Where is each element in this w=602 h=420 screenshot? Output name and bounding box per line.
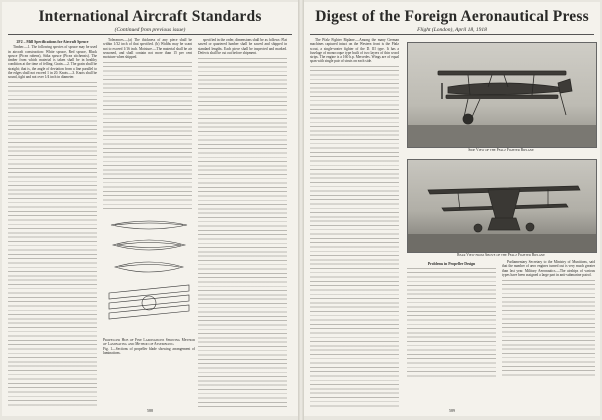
left-page-subtitle: (Continued from previous issue)	[114, 27, 186, 33]
fuselage	[488, 189, 520, 220]
left-col2-text: Tolerances.—(a) The thickness of any piece shall be within 1/32 inch of that specified. (b) Widths may be scant not to exceed 1/16 inch. Moisture.—The material shall be air seasoned, and shall contain not more than 15 per cent moisture when shipped.	[103, 38, 192, 60]
left-page-number: 588	[147, 408, 153, 413]
tail-fin	[558, 79, 572, 93]
right-page-number: 589	[449, 408, 455, 413]
title-rule	[310, 34, 594, 35]
wheel	[474, 224, 482, 232]
pfalz-rear-view-photo	[407, 159, 597, 253]
fuselage	[448, 83, 564, 95]
hub-bore	[142, 296, 156, 310]
landing-gear-strut	[472, 99, 480, 117]
lamination-line	[117, 245, 181, 248]
wheel	[463, 114, 473, 124]
hub-lamination	[109, 305, 189, 319]
title-rule	[8, 34, 292, 35]
photo2-caption: Rear View from Above of the Pfalz Fighter Biplane	[457, 253, 545, 257]
right-column-2	[407, 260, 496, 378]
section-heading: Problems in Propeller Design	[427, 261, 476, 266]
figure-caption	[103, 338, 195, 355]
hub-lamination	[109, 285, 189, 299]
lamination-line	[119, 265, 179, 268]
left-column-1	[8, 38, 97, 408]
left-page-title: International Aircraft Standards	[38, 8, 262, 25]
right-column-3	[502, 260, 595, 378]
left-page	[2, 2, 298, 416]
photo1-caption: Side View of the Pfalz Fighter Biplane	[468, 148, 534, 152]
right-col2-text: Parliamentary Secretary to the Ministry of Munitions, said that the number of aero engines turned out is very much greater than last year. Military Aeronautics.—The airships of various types have been assigned a large part in anti-submarine patrol.	[502, 260, 595, 277]
propeller-hub-figure	[103, 215, 195, 335]
body-text-lines	[8, 81, 97, 408]
right-page	[304, 2, 600, 416]
lower-wing	[446, 95, 558, 99]
blade-section-1	[111, 221, 187, 229]
blade-section-2	[113, 240, 185, 250]
right-col1-text: The Pfalz Fighter Biplane.—Among the many German machines captured intact on the Western front is the Pfalz scout, a single-seater fighter of the D. III type. It has a fuselage of monocoque type built of two layers of thin wood strips. The engine is a 160 h.p. Mercedes. Wings are of equal span with single pair of struts on each side.	[310, 38, 399, 64]
right-column-1	[310, 38, 399, 408]
right-page-title: Digest of the Foreign Aeronautical Press	[315, 8, 589, 25]
left-column-3	[198, 38, 287, 408]
figure-caption-text: Propeller Hub of Fine Laminations Showing Method of Laminating and Method of Assembling	[103, 338, 195, 347]
left-col3-text: specified in the order, dimensions shall be as follows: Flat sawed or quartered lumber shall be sawed and shipped in standard lengths. Each piece shall be inspected and marked. Defects shall be cut out before shipment.	[198, 38, 287, 55]
pfalz-side-view-photo	[407, 42, 597, 148]
biplane-rear-illustration	[408, 160, 596, 252]
ground	[408, 125, 596, 147]
upper-wing	[438, 71, 566, 75]
wheel	[526, 223, 534, 231]
left-col1-text: Timber.—1. The following species of spruce may be used in aircraft construction: White spruce, Red spruce, Black spruce (Picea rubens), Sitka spruce (Picea sitchensis). The timber from which material is taken shall be in healthy condition at the time of felling. Grain.—2. The grain shall be straight; that is, the angle of deviation from a line parallel to the edges shall not exceed 1 in 20. Knots.—3. Knots shall be sound, tight and not over 1/4 inch in diameter.	[8, 45, 97, 80]
tailplane	[488, 218, 520, 230]
body-text-lines	[198, 57, 287, 408]
body-text-lines	[103, 61, 192, 212]
body-text-lines	[310, 65, 399, 408]
lamination-line	[117, 243, 181, 246]
body-text-lines	[502, 279, 595, 378]
figure-caption-tail: Fig. 1—Sections of propeller blade showing arrangement of laminations.	[103, 346, 195, 355]
spec-heading: 2F2 – Mill Specifications for Aircraft Spruce	[16, 39, 89, 44]
body-text-lines	[407, 267, 496, 378]
right-page-subtitle: Flight (London), April 18, 1918	[417, 27, 487, 33]
left-column-2	[103, 38, 192, 212]
biplane-side-illustration	[408, 43, 596, 147]
hub-lamination	[109, 295, 189, 309]
blade-section-3	[115, 262, 183, 272]
ground	[408, 234, 596, 252]
lamination-line	[115, 223, 183, 225]
tail-skid	[560, 93, 566, 115]
